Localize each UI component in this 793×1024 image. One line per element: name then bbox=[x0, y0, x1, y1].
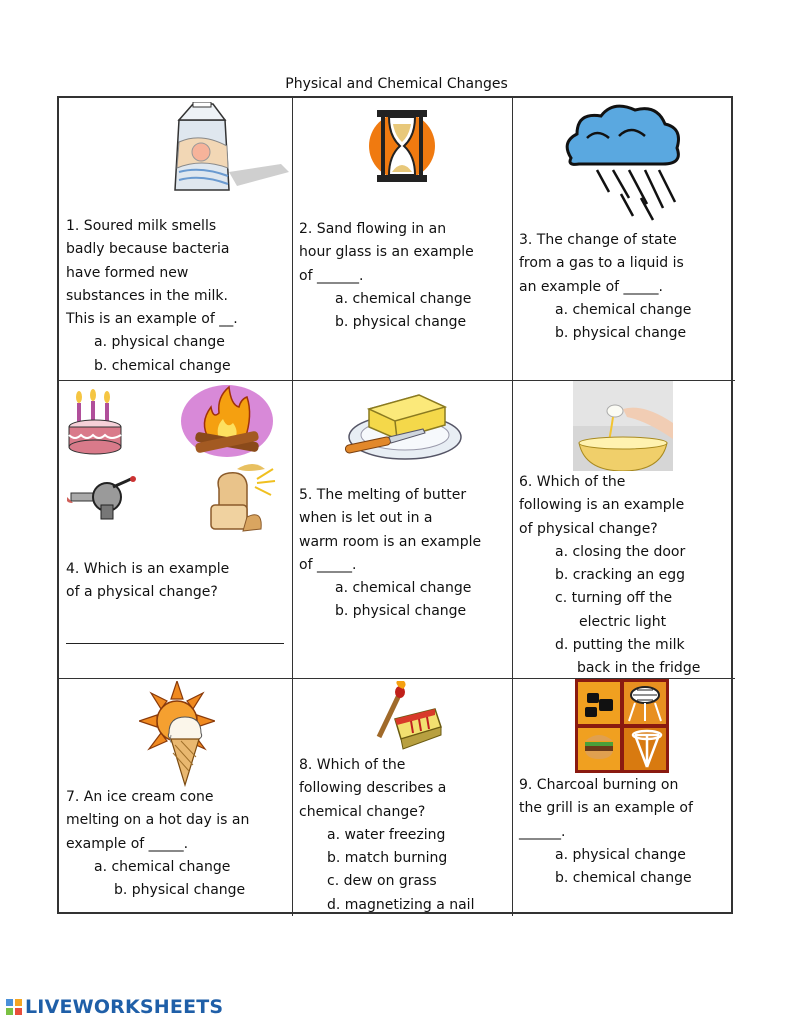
meat-grinder-icon bbox=[67, 475, 141, 521]
question-line: 9. Charcoal burning on bbox=[519, 777, 679, 793]
question-line: example of _____. bbox=[66, 835, 189, 852]
egg-bowl-icon bbox=[573, 381, 673, 471]
option-d[interactable]: d. magnetizing a nail bbox=[327, 896, 475, 913]
rain-cloud-icon bbox=[557, 98, 687, 224]
option-a[interactable]: a. closing the door bbox=[555, 543, 686, 560]
option-a[interactable]: a. chemical change bbox=[335, 290, 472, 307]
butter-dish-icon bbox=[345, 385, 465, 463]
question-cell-1 bbox=[59, 98, 293, 381]
question-cell-2 bbox=[293, 98, 513, 381]
option-a[interactable]: a. chemical change bbox=[94, 858, 231, 875]
question-line: 4. Which is an example bbox=[66, 561, 230, 577]
option-b[interactable]: b. physical change bbox=[555, 325, 687, 342]
option-d[interactable]: d. putting the milk bbox=[555, 637, 685, 654]
question-line: 6. Which of the bbox=[519, 474, 626, 490]
question-8 bbox=[299, 754, 474, 916]
question-cell-8 bbox=[293, 679, 513, 916]
question-line: warm room is an example bbox=[299, 533, 482, 550]
question-9 bbox=[519, 774, 693, 890]
option-c[interactable]: c. turning off the bbox=[555, 590, 673, 607]
worksheet-grid bbox=[57, 96, 733, 914]
question-2 bbox=[299, 218, 474, 334]
option-b[interactable]: b. chemical change bbox=[94, 357, 231, 374]
question-line: following is an example bbox=[519, 497, 685, 514]
question-cell-6 bbox=[513, 381, 735, 679]
question-line: of a physical change? bbox=[66, 584, 218, 601]
option-d-continued: back in the fridge bbox=[577, 660, 701, 677]
question-line: from a gas to a liquid is bbox=[519, 255, 684, 272]
question-line: 5. The melting of butter bbox=[299, 487, 467, 503]
match-box-icon bbox=[365, 681, 445, 753]
option-b[interactable]: b. physical change bbox=[335, 314, 467, 331]
question-line: melting on a hot day is an bbox=[66, 812, 250, 829]
question-line: of _____. bbox=[299, 556, 357, 573]
question-line: chemical change? bbox=[299, 803, 426, 820]
question-line: 2. Sand flowing in an bbox=[299, 221, 447, 237]
question-line: following describes a bbox=[299, 780, 447, 797]
grill-icon bbox=[575, 679, 669, 773]
question-line: of ______. bbox=[299, 267, 364, 284]
question-line: 8. Which of the bbox=[299, 757, 406, 773]
liveworksheets-logo[interactable] bbox=[6, 996, 223, 1018]
hourglass-icon bbox=[367, 106, 437, 186]
question-line: 3. The change of state bbox=[519, 232, 677, 248]
page-title: Physical and Chemical Changes bbox=[285, 76, 508, 92]
option-a[interactable]: a. chemical change bbox=[335, 580, 472, 597]
question-1 bbox=[66, 215, 238, 378]
option-a[interactable]: a. physical change bbox=[555, 846, 686, 863]
question-3 bbox=[519, 229, 691, 345]
ice-cream-icon bbox=[165, 715, 205, 787]
option-a[interactable]: a. physical change bbox=[94, 334, 225, 351]
question-line: This is an example of __. bbox=[66, 311, 238, 328]
question-line: 7. An ice cream cone bbox=[66, 789, 214, 805]
question-line: have formed new bbox=[66, 264, 189, 281]
option-b[interactable]: b. physical change bbox=[335, 603, 467, 620]
answer-line[interactable] bbox=[66, 643, 284, 644]
question-line: substances in the milk. bbox=[66, 287, 228, 304]
question-line: badly because bacteria bbox=[66, 241, 230, 258]
bread-icon bbox=[207, 459, 277, 533]
liveworksheets-icon bbox=[6, 999, 22, 1015]
option-c-continued: electric light bbox=[579, 613, 667, 630]
question-line: ______. bbox=[519, 823, 566, 840]
question-5 bbox=[299, 484, 481, 624]
brand-name: LIVEWORKSHEETS bbox=[25, 996, 224, 1018]
question-cell-9 bbox=[513, 679, 735, 916]
question-line: 1. Soured milk smells bbox=[66, 218, 217, 234]
option-b[interactable]: b. cracking an egg bbox=[555, 567, 686, 584]
option-b[interactable]: b. physical change bbox=[114, 882, 246, 899]
question-6 bbox=[519, 471, 700, 679]
question-line: of physical change? bbox=[519, 520, 658, 537]
question-cell-3 bbox=[513, 98, 735, 381]
question-line: hour glass is an example bbox=[299, 244, 474, 261]
option-a[interactable]: a. chemical change bbox=[555, 301, 692, 318]
birthday-cake-icon bbox=[65, 389, 125, 457]
option-c[interactable]: c. dew on grass bbox=[327, 873, 437, 890]
campfire-icon bbox=[179, 383, 275, 459]
question-line: when is let out in a bbox=[299, 510, 433, 527]
question-cell-5 bbox=[293, 381, 513, 679]
option-b[interactable]: b. chemical change bbox=[555, 870, 692, 887]
question-7 bbox=[66, 786, 249, 902]
milk-carton-icon bbox=[171, 102, 291, 194]
question-line: an example of _____. bbox=[519, 278, 664, 295]
question-cell-4 bbox=[59, 381, 293, 679]
option-b[interactable]: b. match burning bbox=[327, 850, 448, 867]
question-4 bbox=[66, 558, 229, 605]
question-cell-7 bbox=[59, 679, 293, 916]
option-a[interactable]: a. water freezing bbox=[327, 826, 446, 843]
question-line: the grill is an example of bbox=[519, 800, 693, 817]
